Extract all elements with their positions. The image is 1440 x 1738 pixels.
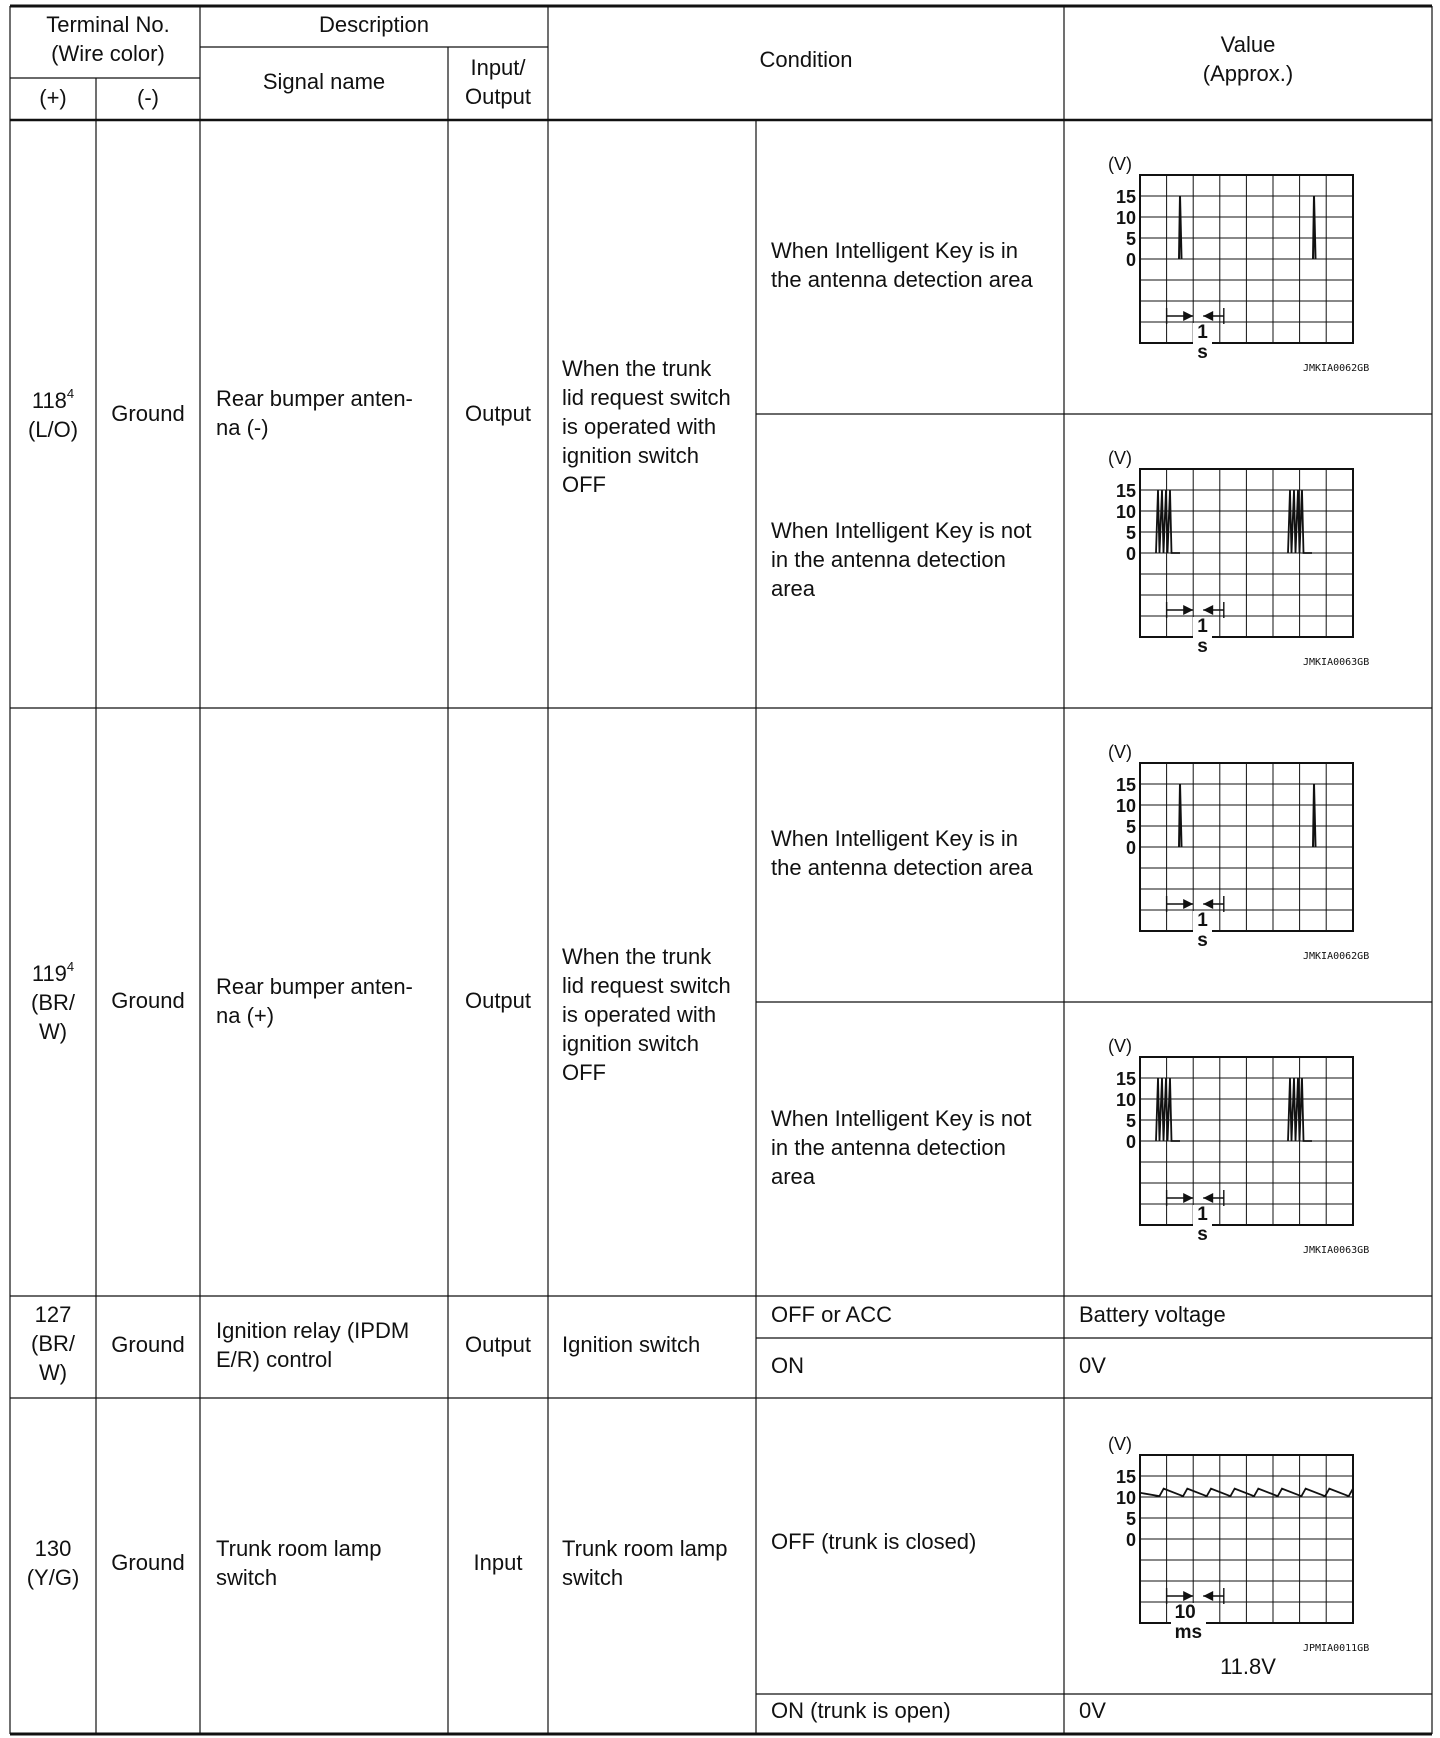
arrow-left-icon (1203, 1591, 1213, 1601)
scope-unit-label: (V) (1108, 448, 1132, 468)
scope-y-tick-label: 0 (1125, 1132, 1136, 1152)
scope-waveform-pulse (1179, 784, 1182, 847)
arrow-left-icon (1203, 311, 1213, 321)
table-row-signal: Ignition relay (IPDM E/R) control (216, 1318, 410, 1372)
scope-time-label: 1 s (1193, 911, 1212, 951)
table-row-condition: Ignition switch (562, 1332, 701, 1357)
table-row-condition: Trunk room lamp switch (562, 1536, 728, 1590)
scope-y-tick-label: 5 (1125, 1111, 1136, 1131)
scope-y-tick-label: 0 (1125, 544, 1136, 564)
figure-code-label: JPMIA0011GB (1303, 1643, 1370, 1654)
header-plus: (+) (39, 85, 67, 110)
header-minus: (-) (137, 85, 159, 110)
scope-y-tick-label: 5 (1125, 523, 1136, 543)
table-row-condition: When the trunk lid request switch is operated with ignition switch OFF (562, 356, 731, 497)
scope-time-label: 10 ms (1171, 1603, 1206, 1643)
figure-code-label: JMKIA0063GB (1303, 1245, 1370, 1256)
table-row-terminal: $118^4$ (L/O) (27, 385, 79, 442)
arrow-right-icon (1183, 605, 1193, 615)
scope-waveform-pulse (1179, 196, 1182, 259)
sub-condition: When Intelligent Key is not in the antenna detection area (771, 518, 1032, 601)
table-row-signal: Trunk room lamp switch (216, 1536, 382, 1590)
scope-time-label: 1 s (1193, 1205, 1212, 1245)
table-row-terminal: $119^4$ (BR/ W) (31, 958, 75, 1044)
scope-y-tick-label: 10 (1115, 502, 1136, 522)
header-description: Description (318, 12, 430, 37)
scope-unit-label: (V) (1108, 742, 1132, 762)
table-row-terminal: 127 (BR/ W) (31, 1302, 75, 1385)
scope-graph (1100, 454, 1400, 664)
scope-y-tick-label: 15 (1115, 187, 1136, 207)
table-row-io: Input (473, 1550, 523, 1575)
sub-condition: When Intelligent Key is in the antenna detection area (771, 238, 1033, 292)
scope-y-tick-label: 15 (1115, 1467, 1136, 1487)
arrow-right-icon (1183, 1591, 1193, 1601)
scope-graph (1100, 748, 1400, 958)
header-condition: Condition (759, 47, 853, 72)
arrow-left-icon (1203, 605, 1213, 615)
value-text: Battery voltage (1079, 1302, 1226, 1327)
header-terminal-no: Terminal No. (Wire color) (46, 12, 170, 66)
table-row-signal: Rear bumper anten- na (-) (216, 386, 413, 440)
table-row-io: Output (464, 988, 532, 1013)
value-text: 11.8V (1220, 1654, 1276, 1679)
scope-y-tick-label: 0 (1125, 1530, 1136, 1550)
table-row-terminal: 130 (Y/G) (26, 1536, 80, 1590)
scope-waveform-burst (1156, 1078, 1180, 1141)
scope-waveform-pulse (1313, 196, 1316, 259)
scope-unit-label: (V) (1108, 1036, 1132, 1056)
scope-waveform-pulse (1313, 784, 1316, 847)
table-row-condition: When the trunk lid request switch is operated with ignition switch OFF (562, 944, 731, 1085)
scope-unit-label: (V) (1108, 1434, 1132, 1454)
scope-y-tick-label: 5 (1125, 817, 1136, 837)
header-input-output: Input/ Output (464, 55, 532, 109)
figure-code-label: JMKIA0063GB (1303, 657, 1370, 668)
arrow-right-icon (1183, 1193, 1193, 1203)
scope-graph (1100, 160, 1400, 370)
sub-condition: When Intelligent Key is in the antenna detection area (771, 826, 1033, 880)
table-row-io: Output (464, 401, 532, 426)
scope-y-tick-label: 0 (1125, 250, 1136, 270)
table-row-ground: Ground (111, 401, 185, 426)
sub-condition: ON (771, 1353, 804, 1378)
arrow-right-icon (1183, 899, 1193, 909)
scope-graph (1100, 1042, 1400, 1252)
sub-condition: When Intelligent Key is not in the antenna detection area (771, 1106, 1032, 1189)
figure-code-label: JMKIA0062GB (1303, 363, 1370, 374)
scope-y-tick-label: 15 (1115, 1069, 1136, 1089)
scope-time-label: 1 s (1193, 323, 1212, 363)
sub-condition: ON (trunk is open) (771, 1698, 951, 1723)
header-signal-name: Signal name (262, 69, 386, 94)
arrow-left-icon (1203, 899, 1213, 909)
value-text: 0V (1079, 1353, 1106, 1378)
value-text: 0V (1079, 1698, 1106, 1723)
scope-y-tick-label: 15 (1115, 481, 1136, 501)
scope-y-tick-label: 10 (1115, 208, 1136, 228)
figure-code-label: JMKIA0062GB (1303, 951, 1370, 962)
header-value: Value (Approx.) (1202, 32, 1294, 86)
table-row-ground: Ground (111, 1550, 185, 1575)
scope-time-label: 1 s (1193, 617, 1212, 657)
scope-y-tick-label: 15 (1115, 775, 1136, 795)
scope-y-tick-label: 0 (1125, 838, 1136, 858)
scope-waveform-burst (1156, 490, 1180, 553)
table-row-signal: Rear bumper anten- na (+) (216, 974, 413, 1028)
scope-y-tick-label: 10 (1115, 1090, 1136, 1110)
scope-y-tick-label: 10 (1115, 796, 1136, 816)
scope-y-tick-label: 10 (1115, 1488, 1136, 1508)
sub-condition: OFF (trunk is closed) (771, 1529, 977, 1554)
arrow-right-icon (1183, 311, 1193, 321)
arrow-left-icon (1203, 1193, 1213, 1203)
scope-y-tick-label: 5 (1125, 1509, 1136, 1529)
scope-graph (1100, 1440, 1400, 1650)
scope-y-tick-label: 5 (1125, 229, 1136, 249)
table-row-ground: Ground (111, 988, 185, 1013)
sub-condition: OFF or ACC (771, 1302, 893, 1327)
table-row-io: Output (464, 1332, 532, 1357)
scope-unit-label: (V) (1108, 154, 1132, 174)
table-row-ground: Ground (111, 1332, 185, 1357)
